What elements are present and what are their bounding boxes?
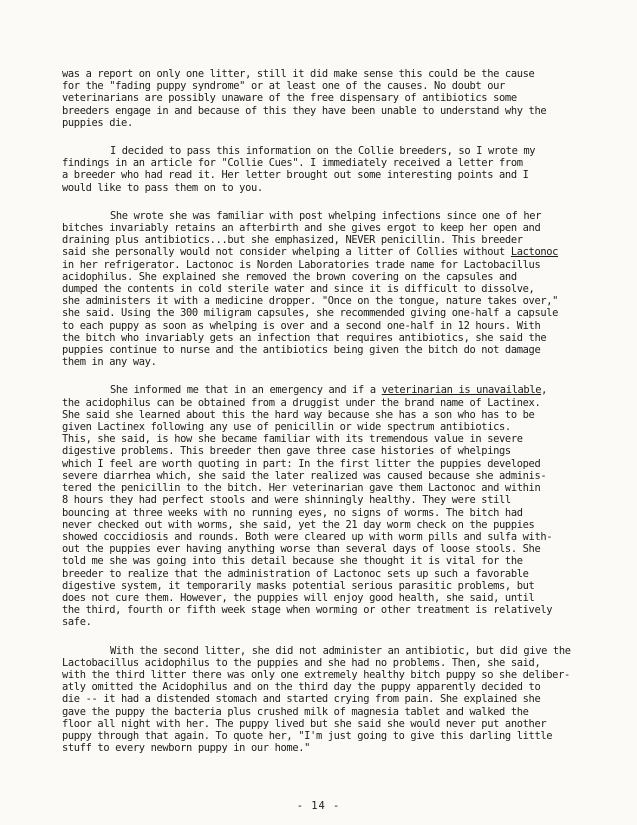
text-line: digestive system, it temporarily masks potential serious parasitic problems, but (62, 579, 535, 592)
text-line: bitches invariably retains an afterbirth and she gives ergot to keep her open and (62, 222, 541, 235)
text-line: does not cure them. However, the puppies will enjoy good health, she said, until (62, 591, 535, 604)
text-line: the acidophilus can be obtained from a druggist under the brand name of Lactinex. (62, 396, 541, 409)
text-line: stuff to every newborn puppy in our home." (62, 742, 311, 755)
text-line: I decided to pass this information on the Collie breeders, so I wrote my (110, 145, 536, 158)
text-line: She wrote she was familiar with post whelping infections since one of her (110, 209, 542, 222)
text-line: floor all night with her. The puppy lived but she said she would never put another (62, 717, 547, 730)
text-line: puppies die. (62, 116, 133, 129)
text-line: out the puppies ever having anything worse than several days of loose stools. She (62, 543, 541, 556)
text-line: in her refrigerator. Lactonoc is Norden Laboratories trade name for Lactobacillus (62, 258, 541, 271)
paragraph-fading-puppy (62, 68, 609, 129)
text-line: severe diarrhea which, she said the later realized was caused because she adminis- (62, 469, 547, 482)
text-line: told me she was going into this detail because she thought it is vital for the (62, 555, 523, 568)
text-line: die -- it had a distended stomach and started crying from pain. She explained she (62, 693, 541, 706)
text-line: them in any way. (62, 356, 157, 369)
text-line: for the "fading puppy syndrome" or at least one of the causes. No doubt our (62, 80, 505, 93)
text-line: she said. Using the 300 miligram capsules, she recommended giving one-half a capsule (62, 307, 559, 320)
text-line: a breeder who had read it. Her letter brought out some interesting points and I (62, 169, 529, 182)
text-line: bouncing at three weeks with no running eyes, no signs of worms. The bitch had (62, 506, 523, 519)
text-line: never checked out with worms, she said, yet the 21 day worm check on the puppies (62, 518, 535, 531)
text-line: She said she learned about this the hard way because she has a son who has to be (62, 408, 535, 421)
text-line: to each puppy as soon as whelping is over and a second one-half in 12 hours. With (62, 319, 541, 332)
text-line: the bitch who invariably gets an infection that requires antibiotics, she said the (62, 331, 547, 344)
text-line: With the second litter, she did not administer an antibiotic, but did give the (110, 644, 571, 657)
text-line: puppies continue to nurse and the antibiotics being given the bitch do not damage (62, 344, 541, 357)
text-line: tered the penicillin to the bitch. Her veterinarian gave them Lactonoc and within (62, 482, 541, 495)
text-line: Lactobacillus acidophilus to the puppies and she had no problems. Then, she said, (62, 656, 541, 669)
text-line: with the third litter there was only one extremely healthy bitch puppy so she deliber- (62, 668, 570, 681)
text-line: showed coccidiosis and rounds. Both were cleared up with worm pills and sulfa with- (62, 530, 553, 543)
text-line: She informed me that in an emergency and if a veterinarian is unavailable, (110, 384, 548, 397)
text-line: given Lactinex following any use of penicillin or wide spectrum antibiotics. (62, 421, 511, 434)
text-line: dumped the contents in cold sterile water and since it is difficult to dissolve, (62, 283, 535, 296)
text-line: acidophilus. She explained she removed the brown covering on the capsules and (62, 270, 517, 283)
paragraph-gap (62, 129, 609, 145)
text-line: gave the puppy the bacteria plus crushed milk of magnesia tablet and walked the (62, 705, 529, 718)
paragraph-gap (62, 629, 609, 645)
text-line: said she personally would not consider whelping a litter of Collies without Lactonoc (62, 246, 559, 259)
text-line: would like to pass them on to you. (62, 181, 263, 194)
text-line: 8 hours they had perfect stools and were shinningly healthy. They were still (62, 494, 511, 507)
text-line: she administers it with a medicine dropper. "Once on the tongue, nature takes over," (62, 295, 559, 308)
page-number: - 14 - (296, 800, 341, 812)
text-line: breeder to realize that the administration of Lactonoc sets up such a favorable (62, 567, 529, 580)
paragraph-second-litter (62, 645, 609, 755)
text-line: This, she said, is how she became familiar with its tremendous value in severe (62, 433, 523, 446)
text-line: breeders engage in and because of this they have been unable to understand why the (62, 104, 547, 117)
underlined-text: Lactonoc (510, 246, 559, 259)
text-line: which I feel are worth quoting in part: In the first litter the puppies developed (62, 457, 541, 470)
text-line: the third, fourth or fifth week stage when worming or other treatment is relatively (62, 604, 553, 617)
paragraph-collie-cues (62, 145, 609, 194)
paragraph-gap (62, 368, 609, 384)
paragraph-post-whelping (62, 210, 609, 369)
paragraph-gap (62, 194, 609, 210)
text-line: draining plus antibiotics...but she emphasized, NEVER penicillin. This breeder (62, 234, 523, 247)
text-line: findings in an article for "Collie Cues". I immediately received a letter from (62, 157, 523, 170)
text-line: was a report on only one litter, still it did make sense this could be the cause (62, 68, 535, 80)
text-line: atly omitted the Acidophilus and on the third day the puppy apparently decided to (62, 681, 541, 694)
text-line: veterinarians are possibly unaware of the free dispensary of antibiotics some (62, 92, 517, 105)
text-line: puppy through that again. To quote her, "I'm just going to give this darling little (62, 729, 553, 742)
text-line: safe. (62, 616, 92, 629)
underlined-text: veterinarian is unavailable (381, 384, 542, 397)
paragraph-emergency (62, 384, 609, 628)
text-line: digestive problems. This breeder then gave three case histories of whelpings (62, 445, 511, 458)
